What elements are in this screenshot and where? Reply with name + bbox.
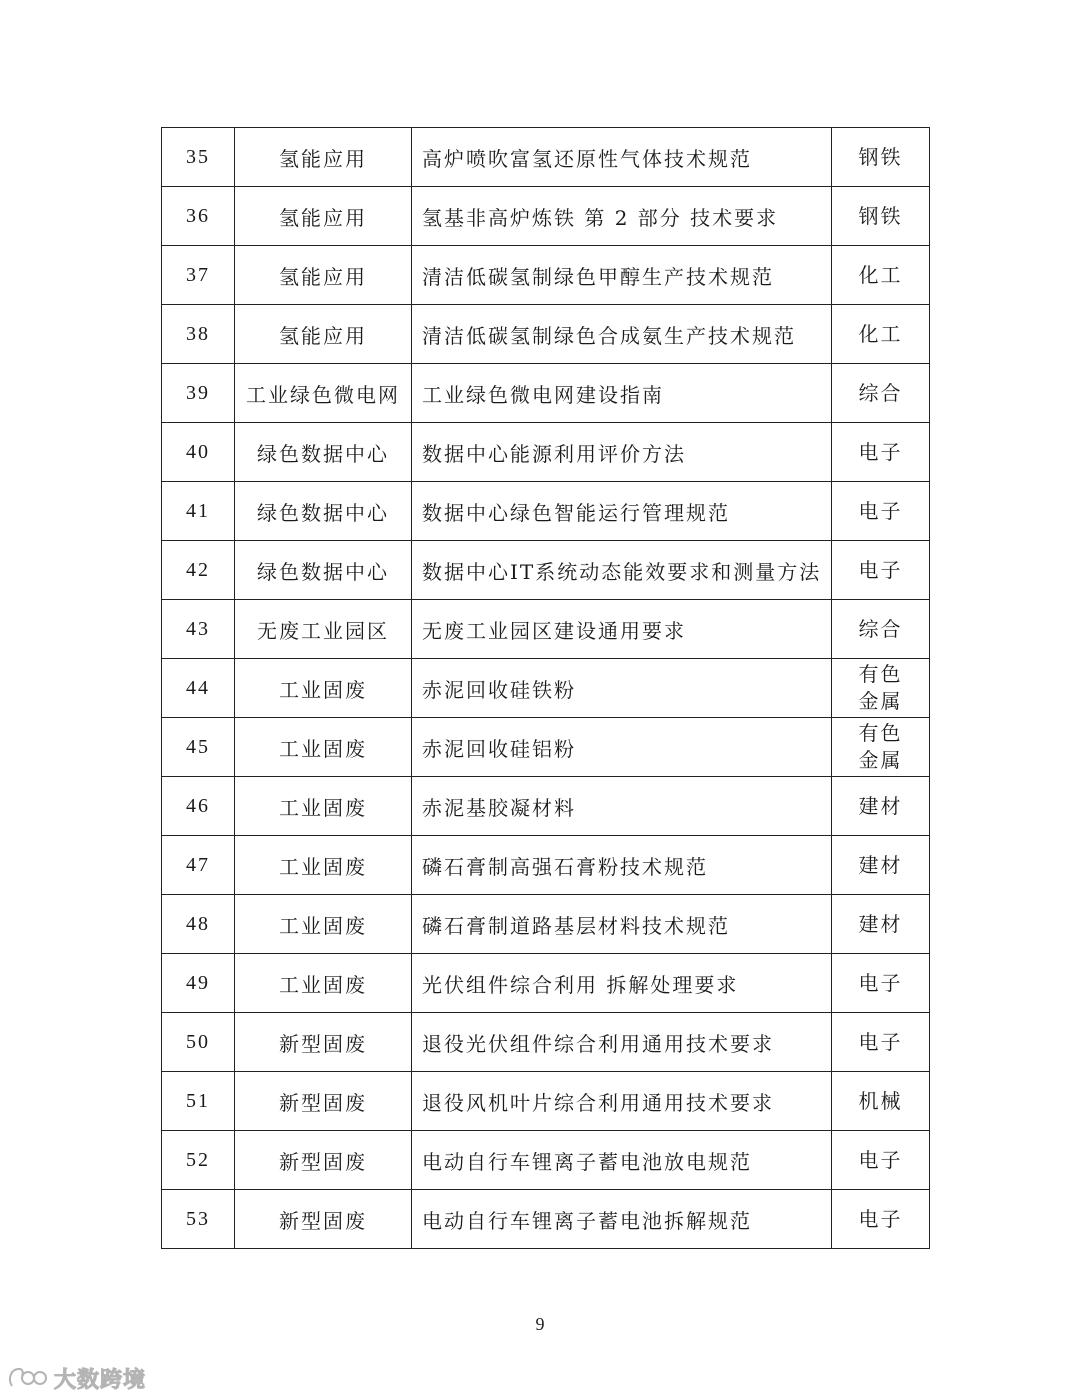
industry-line: 化工: [858, 321, 903, 346]
category-cell: 绿色数据中心: [235, 541, 412, 600]
row-number-cell: 46: [162, 777, 235, 836]
table-row: [162, 1190, 930, 1249]
table-row: [162, 777, 930, 836]
category-cell: 工业固废: [235, 954, 412, 1013]
standard-name-cell: 退役光伏组件综合利用通用技术要求: [412, 1013, 832, 1072]
category-cell: 绿色数据中心: [235, 482, 412, 541]
table-row: [162, 954, 930, 1013]
table-row: [162, 895, 930, 954]
industry-cell: [832, 1131, 930, 1190]
industry-cell: [832, 1190, 930, 1249]
watermark-logo-icon: [6, 1364, 50, 1392]
industry-line: 电子: [858, 557, 903, 582]
standard-name-cell: 清洁低碳氢制绿色合成氨生产技术规范: [412, 305, 832, 364]
table-row: [162, 1013, 930, 1072]
industry-cell: [832, 305, 930, 364]
category-cell: 新型固废: [235, 1131, 412, 1190]
industry-line: 综合: [858, 380, 903, 405]
table-row: [162, 836, 930, 895]
table-row: [162, 659, 930, 718]
row-number-cell: 51: [162, 1072, 235, 1131]
standard-name-cell: 光伏组件综合利用 拆解处理要求: [412, 954, 832, 1013]
industry-line: 化工: [858, 262, 903, 287]
row-number-cell: 41: [162, 482, 235, 541]
industry-cell: [832, 364, 930, 423]
table-row: [162, 1131, 930, 1190]
table-row: [162, 1072, 930, 1131]
standard-name-cell: 无废工业园区建设通用要求: [412, 600, 832, 659]
category-cell: 工业固废: [235, 895, 412, 954]
row-number-cell: 42: [162, 541, 235, 600]
standard-name-cell: 赤泥回收硅铁粉: [412, 659, 832, 718]
industry-cell: [832, 246, 930, 305]
row-number-cell: 48: [162, 895, 235, 954]
category-cell: 工业固废: [235, 659, 412, 718]
industry-line: 电子: [858, 498, 903, 523]
row-number-cell: 45: [162, 718, 235, 777]
category-cell: 氢能应用: [235, 187, 412, 246]
industry-cell: [832, 187, 930, 246]
category-cell: 绿色数据中心: [235, 423, 412, 482]
standard-name-cell: 数据中心IT系统动态能效要求和测量方法: [412, 541, 832, 600]
standards-table: [161, 127, 930, 1249]
table-row: [162, 187, 930, 246]
industry-line: 有色: [858, 662, 903, 686]
table-row: [162, 305, 930, 364]
standard-name-cell: 数据中心能源利用评价方法: [412, 423, 832, 482]
row-number-cell: 35: [162, 128, 235, 187]
industry-line: 建材: [858, 911, 903, 936]
standard-name-cell: 清洁低碳氢制绿色甲醇生产技术规范: [412, 246, 832, 305]
industry-line: 建材: [858, 852, 903, 877]
standard-name-cell: 高炉喷吹富氢还原性气体技术规范: [412, 128, 832, 187]
industry-line: 钢铁: [858, 144, 903, 169]
table-row: [162, 482, 930, 541]
row-number-cell: 43: [162, 600, 235, 659]
industry-line: 金属: [858, 689, 903, 713]
row-number-cell: 37: [162, 246, 235, 305]
row-number-cell: 49: [162, 954, 235, 1013]
row-number-cell: 53: [162, 1190, 235, 1249]
standard-name-cell: 数据中心绿色智能运行管理规范: [412, 482, 832, 541]
watermark-text: 大数跨境: [54, 1367, 147, 1393]
industry-line: 电子: [858, 439, 903, 464]
standard-name-cell: 氢基非高炉炼铁 第 2 部分 技术要求: [412, 187, 832, 246]
standard-name-cell: 赤泥基胶凝材料: [412, 777, 832, 836]
industry-cell: [832, 718, 930, 777]
table-row: [162, 541, 930, 600]
industry-cell: [832, 659, 930, 718]
category-cell: 工业固废: [235, 777, 412, 836]
category-cell: 工业绿色微电网: [235, 364, 412, 423]
industry-cell: [832, 482, 930, 541]
row-number-cell: 38: [162, 305, 235, 364]
industry-line: 电子: [858, 1206, 903, 1231]
row-number-cell: 39: [162, 364, 235, 423]
category-cell: 氢能应用: [235, 128, 412, 187]
table-row: [162, 364, 930, 423]
row-number-cell: 44: [162, 659, 235, 718]
industry-cell: [832, 128, 930, 187]
standard-name-cell: 电动自行车锂离子蓄电池放电规范: [412, 1131, 832, 1190]
table-row: [162, 423, 930, 482]
standards-table-body: [162, 128, 930, 1249]
industry-cell: [832, 954, 930, 1013]
standard-name-cell: 磷石膏制道路基层材料技术规范: [412, 895, 832, 954]
category-cell: 氢能应用: [235, 246, 412, 305]
watermark: [6, 1362, 146, 1394]
industry-line: 机械: [858, 1088, 903, 1113]
industry-cell: [832, 600, 930, 659]
page-number: 9: [535, 1314, 545, 1334]
category-cell: 无废工业园区: [235, 600, 412, 659]
industry-line: 电子: [858, 1147, 903, 1172]
category-cell: 氢能应用: [235, 305, 412, 364]
standard-name-cell: 退役风机叶片综合利用通用技术要求: [412, 1072, 832, 1131]
industry-cell: [832, 541, 930, 600]
table-row: [162, 246, 930, 305]
industry-cell: [832, 836, 930, 895]
industry-line: 金属: [858, 748, 903, 772]
industry-cell: [832, 1072, 930, 1131]
industry-line: 钢铁: [858, 203, 903, 228]
standard-name-cell: 电动自行车锂离子蓄电池拆解规范: [412, 1190, 832, 1249]
table-row: [162, 718, 930, 777]
row-number-cell: 40: [162, 423, 235, 482]
industry-line: 综合: [858, 616, 903, 641]
industry-line: 电子: [858, 970, 903, 995]
industry-line: 有色: [858, 721, 903, 745]
industry-line: 电子: [858, 1029, 903, 1054]
category-cell: 新型固废: [235, 1190, 412, 1249]
standard-name-cell: 工业绿色微电网建设指南: [412, 364, 832, 423]
row-number-cell: 50: [162, 1013, 235, 1072]
industry-cell: [832, 1013, 930, 1072]
row-number-cell: 47: [162, 836, 235, 895]
industry-cell: [832, 423, 930, 482]
row-number-cell: 52: [162, 1131, 235, 1190]
category-cell: 工业固废: [235, 718, 412, 777]
industry-line: 建材: [858, 793, 903, 818]
standard-name-cell: 磷石膏制高强石膏粉技术规范: [412, 836, 832, 895]
industry-cell: [832, 777, 930, 836]
category-cell: 新型固废: [235, 1013, 412, 1072]
table-row: [162, 128, 930, 187]
category-cell: 工业固废: [235, 836, 412, 895]
table-row: [162, 600, 930, 659]
row-number-cell: 36: [162, 187, 235, 246]
standard-name-cell: 赤泥回收硅铝粉: [412, 718, 832, 777]
category-cell: 新型固废: [235, 1072, 412, 1131]
industry-cell: [832, 895, 930, 954]
